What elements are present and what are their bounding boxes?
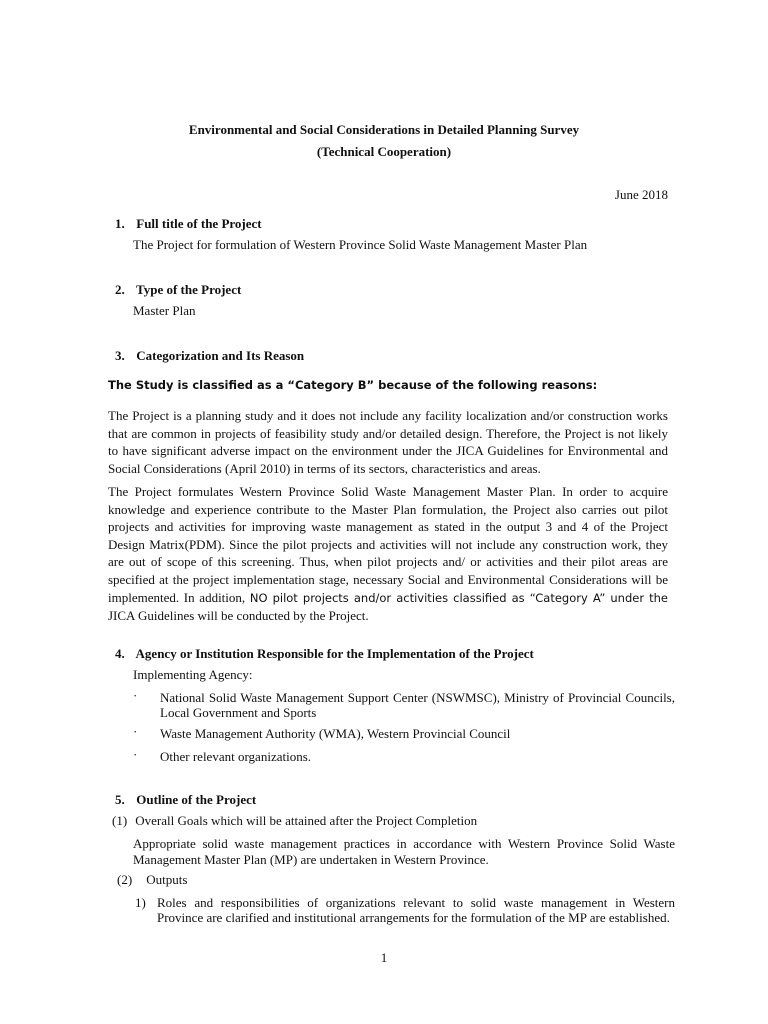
section-2-text: Master Plan	[133, 303, 196, 318]
output-1-item	[135, 895, 675, 925]
section-4-number: 4.	[115, 646, 125, 661]
output-1-number: 1)	[135, 895, 146, 910]
paragraph-2-category-note: NO pilot projects and/or activities classified as “Category A” under the	[249, 590, 669, 605]
section-2-title: Type of the Project	[136, 282, 242, 297]
outputs-number: (2)	[117, 872, 133, 887]
list-item-text: Other relevant organizations.	[160, 749, 312, 764]
section-1-text: The Project for formulation of Western Province Solid Waste Management Master Plan	[133, 237, 588, 252]
document-date: June 2018	[614, 187, 668, 202]
section-1-number: 1.	[115, 216, 125, 231]
page-number: 1	[380, 950, 388, 965]
document-title: Environmental and Social Considerations in Detailed Planning Survey	[188, 122, 580, 137]
section-3-heading	[115, 348, 304, 364]
section-2-heading	[115, 282, 241, 298]
overall-goals-text: Appropriate solid waste management practices in accordance with Western Province Solid Waste Management Master Plan (MP) are undertaken in Western Province.	[133, 836, 675, 867]
section-1-heading	[115, 216, 262, 232]
document-subtitle: (Technical Cooperation)	[316, 144, 452, 159]
output-1-text: Roles and responsibilities of organizations relevant to solid waste management in Western Province are clarified and institutional arrangements for the formulation of the MP are established.	[157, 895, 675, 925]
bullet: ·	[133, 747, 138, 762]
section-3-paragraph-2	[108, 483, 668, 625]
section-3-paragraph-1: The Project is a planning study and it does not include any facility localization and/or construction works that are common in projects of feasibility study and/or detailed design. Therefore, the Project is not likely to have significant adverse impact on the environment under the JICA Guidelines for Environmental and Social Considerations (April 2010) in terms of its sectors, characteristics and areas.	[108, 408, 668, 476]
category-statement: The Study is classified as a “Category B” because of the following reasons:	[108, 378, 598, 392]
outputs-item	[117, 872, 187, 888]
outputs-label: Outputs	[146, 872, 188, 887]
overall-goals-item	[112, 813, 477, 829]
overall-goals-number: (1)	[112, 813, 128, 828]
section-3-number: 3.	[115, 348, 125, 363]
list-item-text: National Solid Waste Management Support Center (NSWMSC), Ministry of Provincial Councils, Local Government and Sports	[160, 690, 675, 720]
section-1-title: Full title of the Project	[136, 216, 262, 231]
paragraph-2-main: The Project formulates Western Province Solid Waste Management Master Plan. In order to acquire knowledge and experience contribute to the Master Plan formulation, the Project also carries out pilot projects and activities for improving waste management as stated in the output 3 and 4 of the Project Design Matrix(PDM). Since the pilot projects and activities will not include any construction work, they are out of scope of this screening. Thus, when pilot projects and/ or activities and their pilot areas are specified at the project implementation stage, necessary Social and Environmental Considerations will be implemented. In addition,	[108, 484, 668, 605]
section-3-title: Categorization and Its Reason	[136, 348, 305, 363]
section-4-title: Agency or Institution Responsible for the Implementation of the Project	[135, 646, 534, 661]
implementing-agency-label: Implementing Agency:	[133, 667, 253, 682]
list-item	[133, 726, 675, 741]
overall-goals-label: Overall Goals which will be attained after the Project Completion	[135, 813, 478, 828]
section-5-heading	[115, 792, 256, 808]
list-item	[133, 749, 675, 764]
paragraph-2-end: JICA Guidelines will be conducted by the Project.	[108, 608, 369, 624]
bullet: ·	[133, 688, 138, 703]
section-5-number: 5.	[115, 792, 125, 807]
list-item-text: Waste Management Authority (WMA), Western Provincial Council	[160, 726, 511, 741]
section-2-number: 2.	[115, 282, 125, 297]
section-4-heading	[115, 646, 534, 662]
section-5-title: Outline of the Project	[136, 792, 257, 807]
list-item	[133, 690, 675, 720]
bullet: ·	[133, 724, 138, 739]
